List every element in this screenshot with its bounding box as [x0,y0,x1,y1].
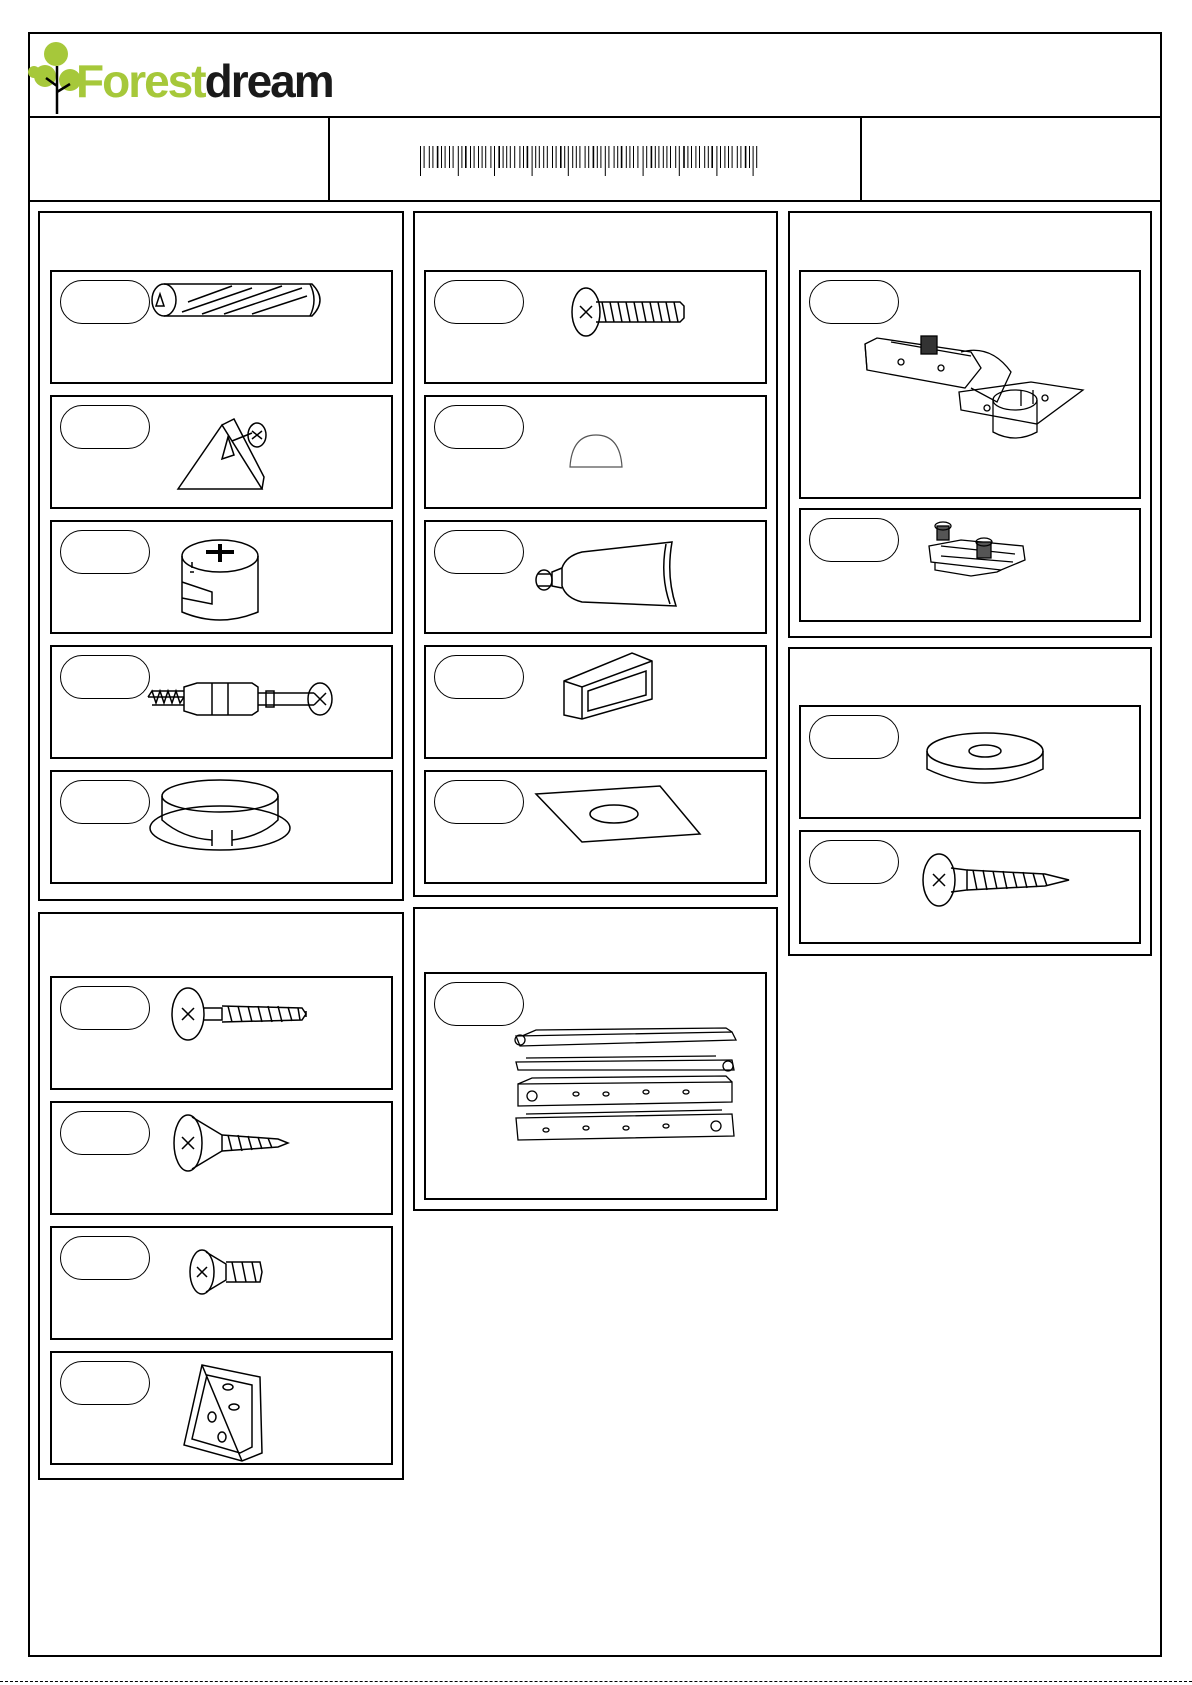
cam-bolt-icon [52,647,395,761]
corner-wedge-icon [52,397,395,511]
cabinet-hinge-icon [801,272,1143,501]
part-foot-screw [799,830,1141,944]
part-split-ring [50,770,393,884]
glue-tube-icon [426,522,769,636]
part-round-foot-pad [799,705,1141,819]
header-divider [28,116,1162,118]
part-countersunk-screw [50,1101,393,1215]
barcode-icon [418,146,764,178]
brand-name-part2: dream [204,55,333,107]
wooden-dowel-icon [52,272,395,386]
part-machine-screw [424,270,767,384]
foot-screw-icon [801,832,1143,946]
drawer-runner-set-icon [426,974,769,1202]
header-left-divider [328,116,330,202]
header-bottom-divider [28,200,1162,202]
part-drawer-runner-set [424,972,767,1200]
brand-logo [28,32,333,116]
part-cabinet-hinge [799,270,1141,499]
brand-name-part1: Forest [76,55,205,107]
short-screw-icon [52,1228,395,1342]
part-wooden-dowel [50,270,393,384]
part-short-screw [50,1226,393,1340]
part-hinge-mounting-plate [799,508,1141,622]
header-right-divider [860,116,862,202]
bumper-dome-icon [426,397,769,511]
part-felt-pad [424,770,767,884]
long-wood-screw-icon [52,978,395,1092]
round-foot-pad-icon [801,707,1143,821]
shelf-support-block-icon [426,647,769,761]
part-bumper-dome [424,395,767,509]
countersunk-screw-icon [52,1103,395,1217]
part-angle-bracket [50,1351,393,1465]
felt-pad-icon [426,772,769,886]
angle-bracket-icon [52,1353,395,1467]
hinge-mounting-plate-icon [801,510,1143,624]
page-bottom-rule [0,1681,1192,1682]
part-corner-wedge [50,395,393,509]
part-cam-bolt [50,645,393,759]
split-ring-icon [52,772,395,886]
machine-screw-icon [426,272,769,386]
cam-lock-icon [52,522,395,636]
part-glue-tube [424,520,767,634]
part-long-wood-screw [50,976,393,1090]
part-shelf-support-block [424,645,767,759]
part-cam-lock [50,520,393,634]
